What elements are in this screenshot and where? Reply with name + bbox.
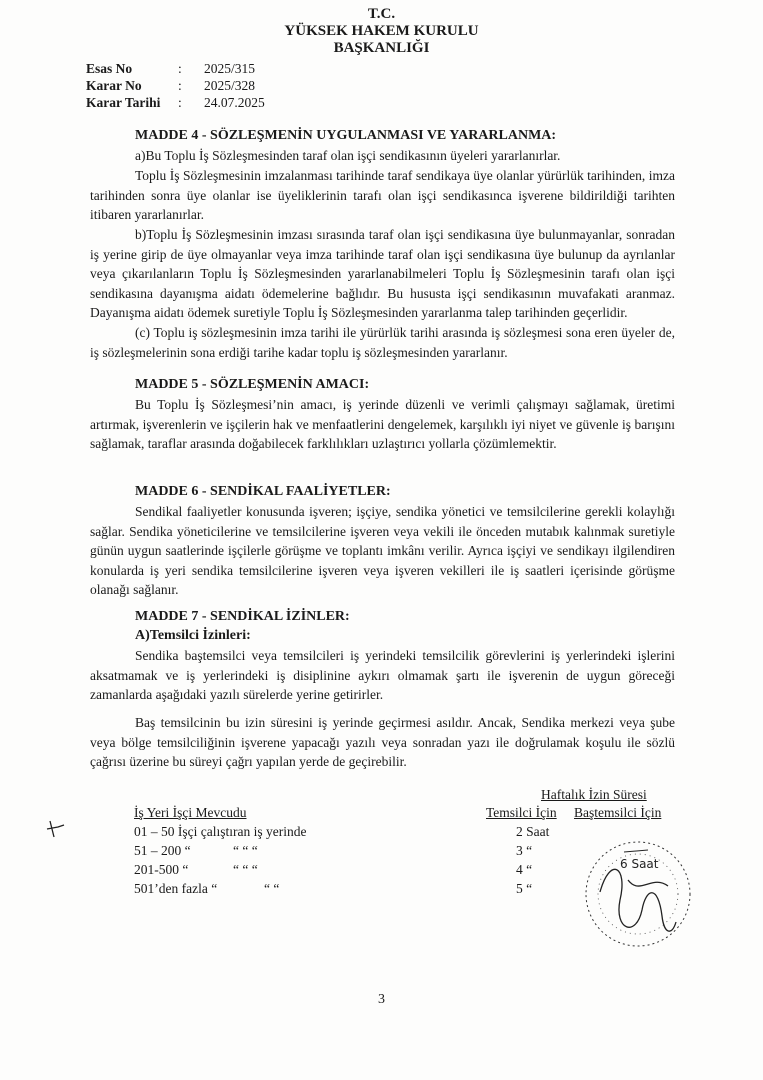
stamp-hours-text: 6 Saat [620, 857, 659, 871]
esas-label: Esas No [86, 61, 133, 76]
table-col-temsilci: Temsilci İçin [486, 805, 557, 820]
madde4-para-c: (c) Toplu iş sözleşmesinin imza tarihi ile yürürlük tarihi arasında iş sözleşmesi sona eren üyeler de, iş sözleşmelerinin sona erdiği tarihe kadar toplu iş sözleşmesinden yararlanır. [90, 325, 675, 360]
madde4-para-a2: Toplu İş Sözleşmesinin imzalanması tarihinde taraf sendikaya üye olanlar yürürlük tarihinden, imza tarihinden sonra üye olanlar ise üyeliklerinin tarafı olan işçi sendikasınca işverene bildirildiği tarihten itibaren yararlanırlar. [90, 168, 675, 222]
madde4-heading: MADDE 4 - SÖZLEŞMENİN UYGULANMASI VE YARARLANMA: [135, 128, 557, 143]
table-row-label: 01 – 50 İşçi çalıştıran iş yerinde [134, 824, 307, 839]
madde5-heading: MADDE 5 - SÖZLEŞMENİN AMACI: [135, 377, 370, 392]
table-row-ditto: “ “ “ [233, 862, 258, 877]
table-row-temsilci: 2 Saat [516, 824, 550, 839]
karar-value: 2025/328 [204, 78, 256, 93]
table-row-temsilci: 3 “ [516, 843, 533, 858]
colon: : [178, 61, 182, 76]
header-presidency: BAŞKANLIĞI [333, 40, 430, 56]
table-col-workers: İş Yeri İşçi Mevcudu [134, 805, 247, 820]
madde5-body: Bu Toplu İş Sözleşmesi’nin amacı, iş yerinde düzenli ve verimli çalışmayı sağlamak, üretimi artırmak, işverenlerin ve işçilerin hak ve menfaatlerini dengelemek, karşılıklı iyi niyet ve güvenle iş barışını sağlamak, taraflar arasında doğabilecek farklılıkları uzlaştırıcı yollarla çözümlemektir. [90, 397, 675, 451]
madde6-heading: MADDE 6 - SENDİKAL FAALİYETLER: [135, 484, 391, 499]
esas-row [86, 60, 265, 77]
madde7-subheading: A)Temsilci İzinleri: [135, 628, 251, 643]
table-title: Haftalık İzin Süresi [541, 787, 647, 802]
table-row-ditto: “ “ “ [233, 843, 258, 858]
colon: : [178, 78, 182, 93]
madde7-body1: Sendika baştemsilci veya temsilcileri iş yerindeki temsilcilik görevlerini iş yerlerindeki işlerini aksatmamak ve iş yerlerindeki iş disiplinine aykırı olmamak şartı ile işverenin de uygun göreceği zamanlarda aşağıdaki yazılı sürelerde yerine getirirler. [90, 648, 675, 702]
table-row-label: 51 – 200 “ [134, 843, 191, 858]
header-institution: YÜKSEK HAKEM KURULU [284, 23, 479, 39]
karar-row [86, 77, 265, 94]
madde7-heading: MADDE 7 - SENDİKAL İZİNLER: [135, 609, 350, 624]
page-number: 3 [378, 992, 385, 1007]
table-row-label: 201-500 “ [134, 862, 189, 877]
tarih-value: 24.07.2025 [204, 95, 265, 110]
madde4-para-a: a)Bu Toplu İş Sözleşmesinden taraf olan işçi sendikasının üyeleri yararlanırlar. [135, 148, 561, 163]
karar-label: Karar No [86, 78, 142, 93]
table-row-temsilci: 5 “ [516, 881, 533, 896]
esas-value: 2025/315 [204, 61, 256, 76]
madde7-body2: Baş temsilcinin bu izin süresini iş yerinde geçirmesi asıldır. Ancak, Sendika merkezi veya şube veya bölge temsilciliğinin işverene yapacağı yazılı veya sonradan yazı ile doğrulamak koşulu ile sözlü çağrısı üzerine bu süreyi çağrı yapılan yerde de geçirebilir. [90, 715, 675, 769]
tarih-row [86, 94, 265, 111]
table-row-temsilci: 4 “ [516, 862, 533, 877]
decision-meta [86, 60, 265, 111]
colon: : [178, 95, 182, 110]
handwritten-mark [44, 819, 70, 839]
tarih-label: Karar Tarihi [86, 95, 161, 110]
madde6-body: Sendikal faaliyetler konusunda işveren; işçiye, sendika yönetici ve temsilcilerine gerekli kolaylığı sağlar. Sendika yöneticilerine ve temsilcilerine işveren veya vekili ile önceden mutabık kalınmak suretiyle günün uygun saatlerinde işçilerle görüşme ve toplantı imkânı verilir. Ayrıca işçiyi ve sendikayı ilgilendiren konularda iş yeri sendika temsilcilerine işveren veya işveren vekilleri ile iş saatleri içerisinde görüşme olanağı sağlanır. [90, 504, 675, 597]
table-row-ditto: “ “ [264, 881, 280, 896]
table-col-bastemsilci: Baştemsilci İçin [574, 805, 662, 820]
table-row-label: 501’den fazla “ [134, 881, 218, 896]
seal-stamp [580, 826, 700, 956]
madde4-para-b: b)Toplu İş Sözleşmesinin imzası sırasında taraf olan işçi sendikasına üye bulunmayanlar, sonradan iş yerine girip de üye olmayanlar veya imza tarihinde taraf olan işçi sendikasına üye bulunup da ayrılanlar veya çıkarılanların Toplu İş Sözleşmesinden yararlanabilmeleri Toplu İş Sözleşmesinin tarafı olan işçi sendikasına dayanışma aidatı ödemelerine bağlıdır. Bu hususta işçi sendikasının muvafakati aranmaz. Dayanışma aidatı ödemek suretiyle Toplu İş Sözleşmesinden yararlanma talep tarihinden geçerlidir. [90, 227, 675, 320]
header-tc: T.C. [367, 6, 396, 22]
